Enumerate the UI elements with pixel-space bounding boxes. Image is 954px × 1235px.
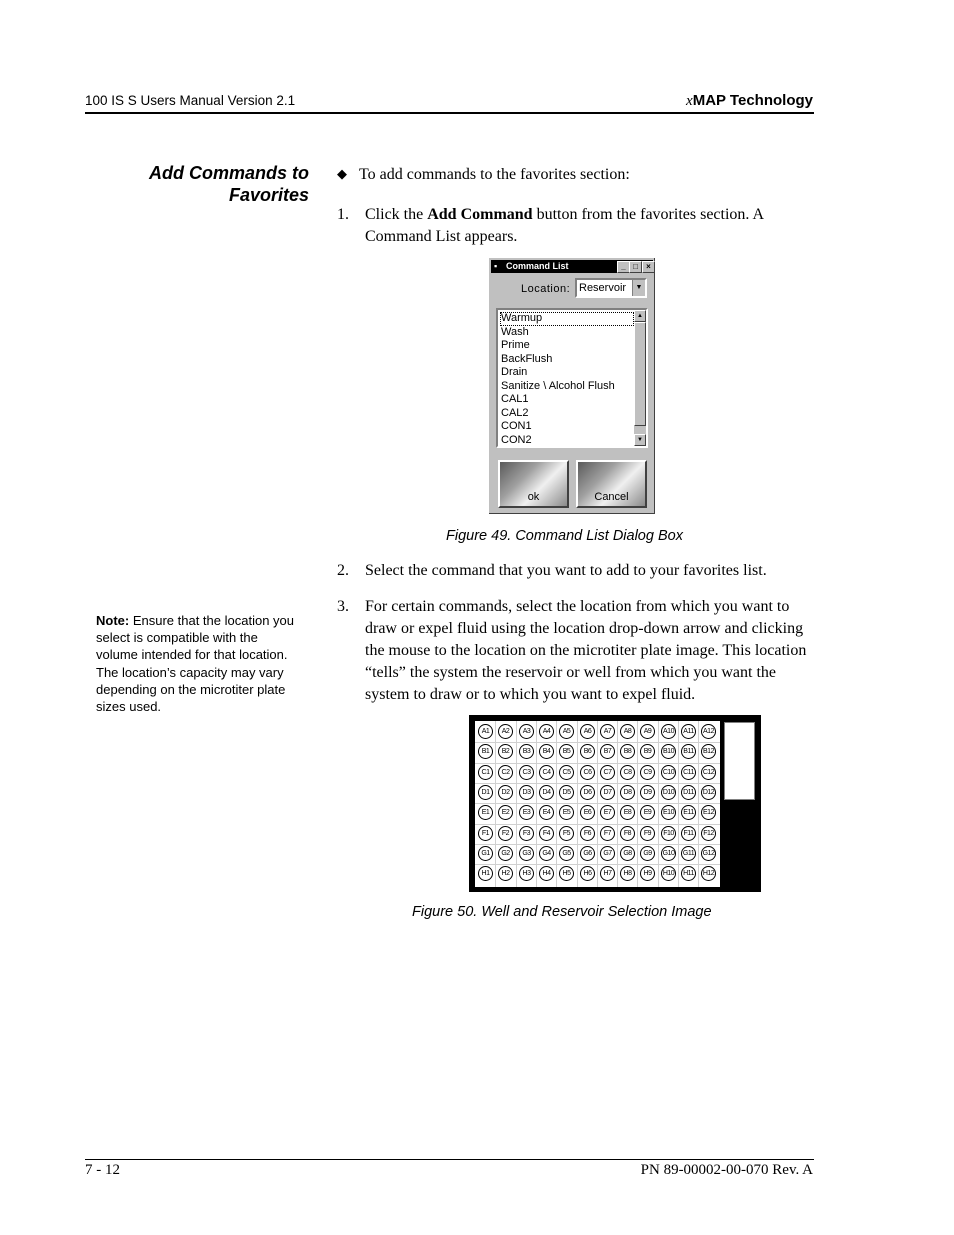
well-D9[interactable]: D9 [640, 785, 655, 800]
well-B3[interactable]: B3 [519, 744, 534, 759]
part-number: PN 89-00002-00-070 Rev. A [640, 1162, 813, 1178]
well-H4[interactable]: H4 [539, 866, 554, 881]
ok-button-label: ok [527, 491, 540, 503]
scroll-thumb[interactable] [634, 322, 646, 426]
footer-rule [85, 1159, 814, 1160]
chevron-down-icon[interactable]: ▼ [632, 280, 645, 296]
scroll-up-icon[interactable]: ▲ [634, 310, 646, 322]
well-E1[interactable]: E1 [478, 805, 493, 820]
location-label: Location: [521, 283, 571, 295]
dialog-title: Command List [506, 261, 569, 271]
grid-line [637, 721, 638, 887]
well-A2[interactable]: A2 [498, 724, 513, 739]
well-A5[interactable]: A5 [559, 724, 574, 739]
well-E4[interactable]: E4 [539, 805, 554, 820]
microtiter-plate-image [469, 715, 761, 892]
well-D1[interactable]: D1 [478, 785, 493, 800]
header-product-suffix: MAP Technology [692, 92, 813, 109]
well-B7[interactable]: B7 [600, 744, 615, 759]
well-D11[interactable]: D11 [681, 785, 696, 800]
command-list-item[interactable]: CAL2 [501, 406, 529, 419]
step-number: 2. [337, 562, 349, 579]
ok-button[interactable] [498, 460, 569, 508]
well-G2[interactable]: G2 [498, 846, 513, 861]
well-D12[interactable]: D12 [701, 785, 716, 800]
well-E8[interactable]: E8 [620, 805, 635, 820]
command-list-item[interactable]: CON2 [501, 433, 532, 446]
well-G12[interactable]: G12 [701, 846, 716, 861]
well-G4[interactable]: G4 [539, 846, 554, 861]
well-A10[interactable]: A10 [661, 724, 676, 739]
well-H10[interactable]: H10 [661, 866, 676, 881]
step-2 [337, 560, 815, 582]
list-scrollbar[interactable] [634, 310, 646, 446]
well-D8[interactable]: D8 [620, 785, 635, 800]
note-text: Ensure that the location you select is compatible with the volume intended for that location. The location’s capacity may vary depending on the microtiter plate sizes used. [96, 613, 294, 715]
header-rule [85, 112, 814, 114]
grid-line [516, 721, 517, 887]
command-list-item[interactable]: Warmup [500, 312, 634, 326]
command-list-dialog [488, 257, 656, 515]
grid-line [658, 721, 659, 887]
step-text-pre: Click the [365, 206, 428, 223]
command-list-item[interactable]: Prime [501, 339, 530, 351]
grid-line [475, 864, 720, 865]
command-list-item[interactable]: CAL1 [501, 393, 529, 405]
well-G7[interactable]: G7 [600, 846, 615, 861]
well-H1[interactable]: H1 [478, 866, 493, 881]
grid-line [597, 721, 598, 887]
step-number: 1. [337, 206, 349, 223]
well-C3[interactable]: C3 [519, 765, 534, 780]
grid-line [475, 803, 720, 804]
well-B6[interactable]: B6 [580, 744, 595, 759]
well-D4[interactable]: D4 [539, 785, 554, 800]
well-A6[interactable]: A6 [580, 724, 595, 739]
well-B1[interactable]: B1 [478, 744, 493, 759]
intro-text: To add commands to the favorites section: [359, 166, 630, 183]
side-note [96, 612, 296, 715]
window-app-icon: ▪ [494, 261, 498, 271]
well-G10[interactable]: G10 [661, 846, 676, 861]
well-H6[interactable]: H6 [580, 866, 595, 881]
grid-line [698, 721, 699, 887]
well-A3[interactable]: A3 [519, 724, 534, 739]
step-text: For certain commands, select the location from which you want to draw or expel fluid using the location drop-down arrow and clicking the mouse to the location on the microtiter plate image. This location “tells” the system the reservoir or well from which you want the system to draw or to which you want to expel fluid. [365, 598, 807, 703]
well-D5[interactable]: D5 [559, 785, 574, 800]
well-C1[interactable]: C1 [478, 765, 493, 780]
command-list-item[interactable]: Drain [501, 366, 528, 378]
step-text [365, 204, 815, 248]
step-1 [337, 204, 815, 248]
grid-line [556, 721, 557, 887]
well-H9[interactable]: H9 [640, 866, 655, 881]
scroll-down-icon[interactable]: ▼ [634, 434, 646, 446]
well-C11[interactable]: C11 [681, 765, 696, 780]
step-text-post: button from the favorites section. A Command List appears. [365, 206, 764, 245]
figure-50-caption: Figure 50. Well and Reservoir Selection Image [412, 904, 712, 920]
grid-line [475, 844, 720, 845]
close-icon[interactable]: × [642, 261, 655, 273]
well-D2[interactable]: D2 [498, 785, 513, 800]
grid-line [475, 763, 720, 764]
reservoir-selector[interactable] [724, 722, 755, 800]
grid-line [495, 721, 496, 887]
note-label: Note: [96, 613, 130, 628]
well-B8[interactable]: B8 [620, 744, 635, 759]
well-B12[interactable]: B12 [701, 744, 716, 759]
well-F3[interactable]: F3 [519, 826, 534, 841]
well-G1[interactable]: G1 [478, 846, 493, 861]
well-E2[interactable]: E2 [498, 805, 513, 820]
grid-line [678, 721, 679, 887]
command-list-item[interactable]: BackFlush [501, 352, 553, 365]
well-F4[interactable]: F4 [539, 826, 554, 841]
well-B2[interactable]: B2 [498, 744, 513, 759]
section-title-line-1: Add Commands to [149, 163, 309, 183]
well-H12[interactable]: H12 [701, 866, 716, 881]
command-list-item[interactable]: Sanitize \ Alcohol Flush [501, 379, 615, 392]
well-C6[interactable]: C6 [580, 765, 595, 780]
well-B10[interactable]: B10 [661, 744, 676, 759]
well-D6[interactable]: D6 [580, 785, 595, 800]
well-E9[interactable]: E9 [640, 805, 655, 820]
well-H2[interactable]: H2 [498, 866, 513, 881]
well-G8[interactable]: G8 [620, 846, 635, 861]
grid-line [577, 721, 578, 887]
section-title-line-2: Favorites [228, 185, 309, 205]
well-F2[interactable]: F2 [498, 826, 513, 841]
minimize-icon[interactable]: _ [617, 261, 630, 273]
well-C12[interactable]: C12 [701, 765, 716, 780]
well-C9[interactable]: C9 [640, 765, 655, 780]
step-text: Select the command that you want to add to your favorites list. [365, 562, 767, 579]
well-H11[interactable]: H11 [681, 866, 696, 881]
well-E12[interactable]: E12 [701, 805, 716, 820]
page-number: 7 - 12 [85, 1162, 120, 1178]
dialog-title-bar [491, 260, 653, 273]
well-F5[interactable]: F5 [559, 826, 574, 841]
well-C5[interactable]: C5 [559, 765, 574, 780]
header-manual-title: 100 IS S Users Manual Version 2.1 [85, 93, 296, 108]
well-H8[interactable]: H8 [620, 866, 635, 881]
well-F11[interactable]: F11 [681, 826, 696, 841]
well-A9[interactable]: A9 [640, 724, 655, 739]
command-list-item[interactable]: Wash [501, 325, 529, 338]
well-F7[interactable]: F7 [600, 826, 615, 841]
well-C2[interactable]: C2 [498, 765, 513, 780]
well-C4[interactable]: C4 [539, 765, 554, 780]
grid-line [475, 783, 720, 784]
well-E11[interactable]: E11 [681, 805, 696, 820]
well-A4[interactable]: A4 [539, 724, 554, 739]
well-B11[interactable]: B11 [681, 744, 696, 759]
step-number: 3. [337, 598, 349, 615]
well-A1[interactable]: A1 [478, 724, 493, 739]
well-F8[interactable]: F8 [620, 826, 635, 841]
well-G5[interactable]: G5 [559, 846, 574, 861]
well-B9[interactable]: B9 [640, 744, 655, 759]
well-E6[interactable]: E6 [580, 805, 595, 820]
well-G3[interactable]: G3 [519, 846, 534, 861]
grid-line [475, 742, 720, 743]
well-F6[interactable]: F6 [580, 826, 595, 841]
well-E7[interactable]: E7 [600, 805, 615, 820]
cancel-button[interactable] [576, 460, 647, 508]
grid-line [617, 721, 618, 887]
grid-line [536, 721, 537, 887]
well-D10[interactable]: D10 [661, 785, 676, 800]
command-items [500, 312, 634, 447]
well-F12[interactable]: F12 [701, 826, 716, 841]
well-E5[interactable]: E5 [559, 805, 574, 820]
well-D3[interactable]: D3 [519, 785, 534, 800]
well-C7[interactable]: C7 [600, 765, 615, 780]
figure-49-caption: Figure 49. Command List Dialog Box [446, 528, 683, 544]
location-value: Reservoir [579, 282, 627, 294]
well-F1[interactable]: F1 [478, 826, 493, 841]
well-F9[interactable]: F9 [640, 826, 655, 841]
well-C10[interactable]: C10 [661, 765, 676, 780]
well-E10[interactable]: E10 [661, 805, 676, 820]
add-command-term: Add Command [427, 206, 533, 223]
well-A12[interactable]: A12 [701, 724, 716, 739]
well-B5[interactable]: B5 [559, 744, 574, 759]
well-G9[interactable]: G9 [640, 846, 655, 861]
cancel-button-label: Cancel [594, 491, 629, 503]
well-A11[interactable]: A11 [681, 724, 696, 739]
header-product-prefix: x [686, 93, 693, 109]
well-A7[interactable]: A7 [600, 724, 615, 739]
command-listbox[interactable] [496, 308, 648, 448]
well-E3[interactable]: E3 [519, 805, 534, 820]
well-D7[interactable]: D7 [600, 785, 615, 800]
well-F10[interactable]: F10 [661, 826, 676, 841]
header-product-name [686, 92, 813, 110]
well-A8[interactable]: A8 [620, 724, 635, 739]
diamond-bullet-icon: ◆ [337, 166, 347, 181]
well-G6[interactable]: G6 [580, 846, 595, 861]
well-grid [475, 721, 720, 887]
maximize-icon[interactable]: □ [629, 261, 642, 273]
location-dropdown[interactable] [575, 278, 647, 298]
well-G11[interactable]: G11 [681, 846, 696, 861]
intro-bullet-item [337, 164, 630, 186]
well-H7[interactable]: H7 [600, 866, 615, 881]
well-C8[interactable]: C8 [620, 765, 635, 780]
command-list-item[interactable]: CON1 [501, 420, 532, 432]
grid-line [475, 824, 720, 825]
step-3 [337, 596, 817, 706]
section-title [100, 162, 309, 206]
well-H3[interactable]: H3 [519, 866, 534, 881]
well-B4[interactable]: B4 [539, 744, 554, 759]
well-H5[interactable]: H5 [559, 866, 574, 881]
